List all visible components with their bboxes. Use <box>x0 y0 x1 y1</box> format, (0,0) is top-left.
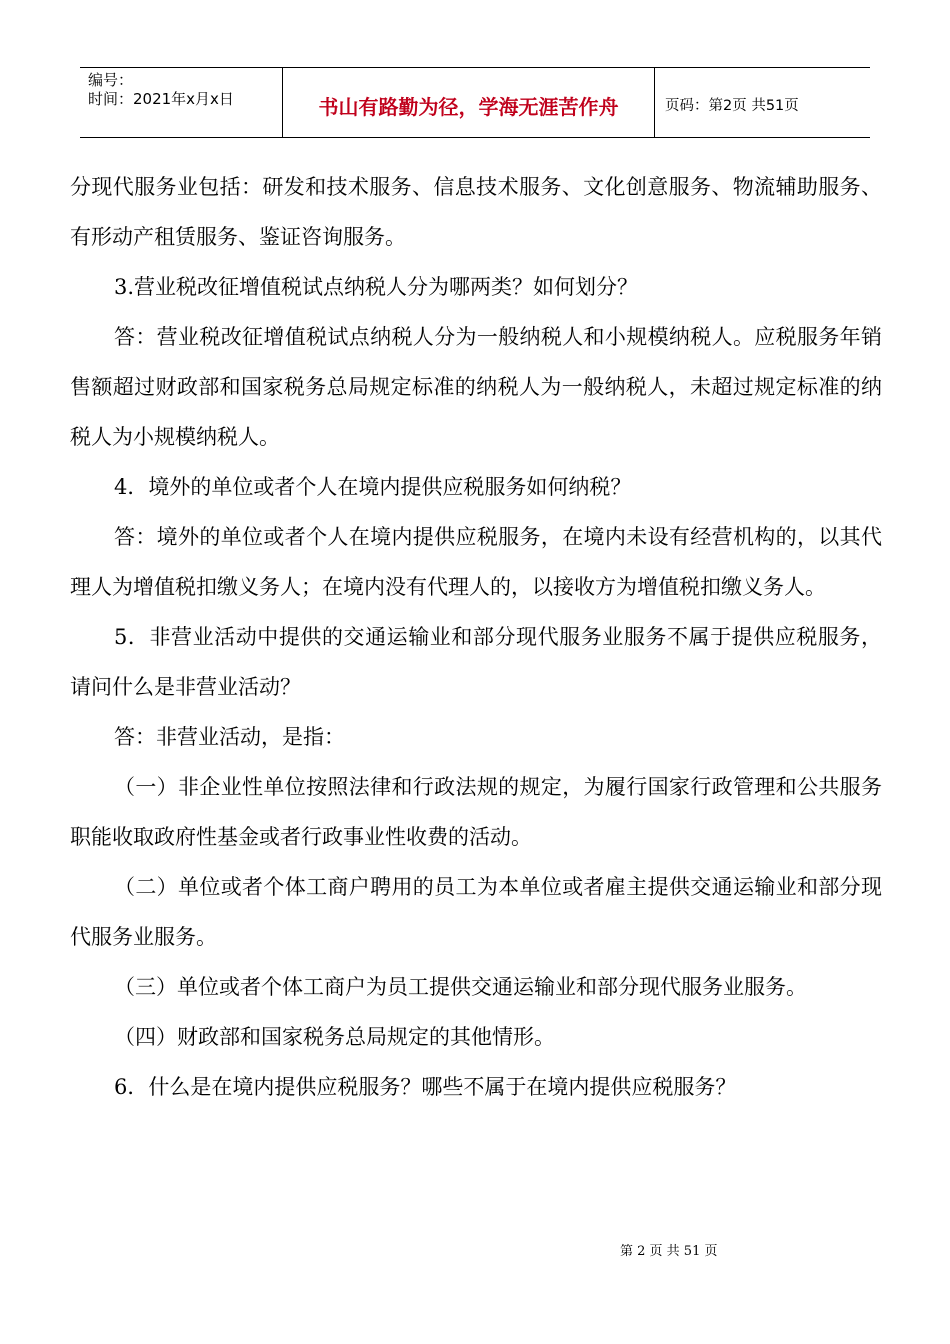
list-item: （二）单位或者个体工商户聘用的员工为本单位或者雇主提供交通运输业和部分现代服务业服务。 <box>70 875 882 949</box>
answer-paragraph: 答：营业税改征增值税试点纳税人分为一般纳税人和小规模纳税人。应税服务年销售额超过财政部和国家税务总局规定标准的纳税人为一般纳税人，未超过规定标准的纳税人为小规模纳税人。 <box>70 325 882 449</box>
question-heading: 3.营业税改征增值税试点纳税人分为哪两类？如何划分？ <box>114 275 639 299</box>
document-body <box>70 162 882 1112</box>
question-heading: 6．什么是在境内提供应税服务？哪些不属于在境内提供应税服务？ <box>114 1075 737 1099</box>
document-number-label: 编号： <box>88 71 134 89</box>
header-page-code: 页码：第2页 共51页 <box>665 98 799 114</box>
list-item: （三）单位或者个体工商户为员工提供交通运输业和部分现代服务业服务。 <box>114 975 807 999</box>
paragraph: 分现代服务业包括：研发和技术服务、信息技术服务、文化创意服务、物流辅助服务、有形动产租赁服务、鉴证咨询服务。 <box>70 175 882 249</box>
question-heading: 5．非营业活动中提供的交通运输业和部分现代服务业服务不属于提供应税服务，请问什么是非营业活动？ <box>70 625 882 699</box>
list-item: （四）财政部和国家税务总局规定的其他情形。 <box>114 1025 555 1049</box>
header-meta <box>80 68 282 137</box>
question-heading: 4．境外的单位或者个人在境内提供应税服务如何纳税？ <box>114 475 632 499</box>
list-item: （一）非企业性单位按照法律和行政法规的规定，为履行国家行政管理和公共服务职能收取政府性基金或者行政事业性收费的活动。 <box>70 775 882 849</box>
page-header <box>80 67 870 138</box>
document-time-label: 时间：2021年x月x日 <box>88 90 234 108</box>
answer-paragraph: 答：境外的单位或者个人在境内提供应税服务，在境内未设有经营机构的，以其代理人为增值税扣缴义务人；在境内没有代理人的，以接收方为增值税扣缴义务人。 <box>70 525 882 599</box>
page-footer: 第 2 页 共 51 页 <box>620 1244 718 1259</box>
header-motto: 书山有路勤为径，学海无涯苦作舟 <box>282 68 655 137</box>
answer-paragraph: 答：非营业活动，是指： <box>114 725 345 749</box>
